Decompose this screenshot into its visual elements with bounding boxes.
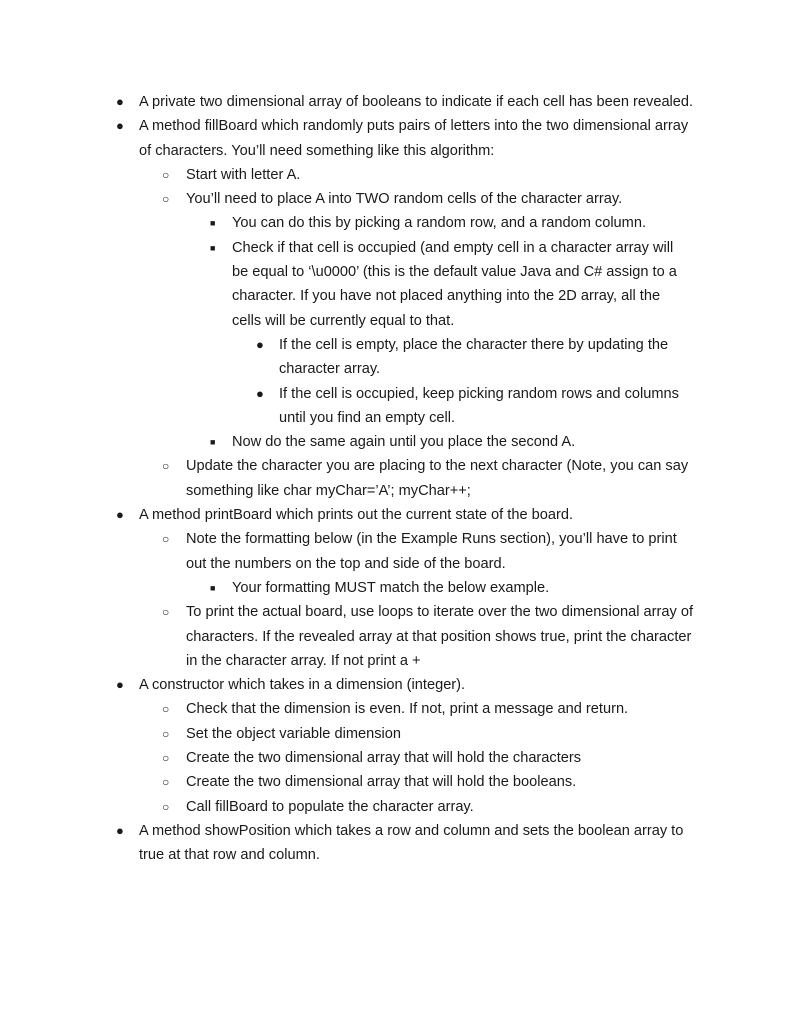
list-item-text: A method fillBoard which randomly puts pairs of letters into the two dimensional array of characters. You’ll need something like this algorithm: xyxy=(139,118,689,159)
list-item xyxy=(0,90,695,114)
list-item xyxy=(0,430,693,454)
bullet-square-icon: ■ xyxy=(210,218,216,229)
list-item xyxy=(0,163,695,187)
list-item-text: A constructor which takes in a dimension (integer). xyxy=(139,677,466,694)
bullet-square-icon: ■ xyxy=(210,437,216,448)
bullet-circle-icon: ○ xyxy=(162,775,170,790)
list-item-text: Check that the dimension is even. If not, print a message and return. xyxy=(186,701,629,718)
bullet-square-icon: ■ xyxy=(210,242,216,253)
bullet-circle-icon: ○ xyxy=(162,799,170,814)
list-item xyxy=(0,673,695,819)
sub-list xyxy=(186,576,695,600)
list-item xyxy=(0,697,695,721)
list-item-text: Check if that cell is occupied (and empty cell in a character array will be equal to ‘\u0000’ (this is the default value Java and C# assign to a character. If you have not placed anything into the 2D array, all the cells will be currently equal to that. xyxy=(232,239,677,329)
requirements-list xyxy=(0,90,791,868)
bullet-dot-icon: ● xyxy=(116,507,124,523)
list-item xyxy=(0,600,695,673)
list-item xyxy=(0,382,695,431)
list-item xyxy=(0,114,695,503)
list-item xyxy=(0,795,695,819)
bullet-circle-icon: ○ xyxy=(162,167,170,182)
bullet-circle-icon: ○ xyxy=(162,726,170,741)
bullet-circle-icon: ○ xyxy=(162,459,170,474)
list-item-text: You can do this by picking a random row, and a random column. xyxy=(232,215,647,232)
bullet-dot-icon: ● xyxy=(116,822,124,838)
list-item-text: Start with letter A. xyxy=(186,166,301,183)
list-item-text: If the cell is empty, place the character there by updating the character array. xyxy=(279,336,669,378)
list-item-text: Create the two dimensional array that will hold the characters xyxy=(186,750,582,767)
document-body xyxy=(0,90,791,868)
list-item xyxy=(0,236,693,430)
bullet-dot-icon: ● xyxy=(256,336,264,352)
list-item xyxy=(0,770,695,794)
sub-list xyxy=(186,211,695,454)
list-item-text: You’ll need to place A into TWO random cells of the character array. xyxy=(186,191,623,208)
bullet-dot-icon: ● xyxy=(116,94,124,109)
list-item-text: A method printBoard which prints out the current state of the board. xyxy=(139,507,574,524)
list-item xyxy=(0,527,695,600)
list-item xyxy=(0,333,695,382)
list-item-text: A private two dimensional array of booleans to indicate if each cell has been revealed. xyxy=(139,94,694,110)
list-item-text: Set the object variable dimension xyxy=(186,725,401,742)
list-item xyxy=(0,454,695,503)
list-item xyxy=(0,503,695,673)
bullet-circle-icon: ○ xyxy=(162,751,170,766)
bullet-circle-icon: ○ xyxy=(162,702,170,717)
list-item xyxy=(0,722,695,746)
list-item xyxy=(0,576,693,600)
bullet-circle-icon: ○ xyxy=(162,192,170,207)
list-item-text: Now do the same again until you place the second A. xyxy=(232,434,576,451)
sub-list xyxy=(232,333,693,430)
list-item xyxy=(0,746,695,770)
sub-list xyxy=(139,163,695,503)
list-item-text: Update the character you are placing to the next character (Note, you can say something like char myChar=’A’; myChar++; xyxy=(186,458,689,499)
bullet-dot-icon: ● xyxy=(116,677,124,693)
list-item xyxy=(0,211,693,235)
list-item-text: To print the actual board, use loops to iterate over the two dimensional array of characters. If the revealed array at that position shows true, print the character in the character array. If not print a + xyxy=(186,604,694,669)
list-item xyxy=(0,187,695,454)
sub-list xyxy=(139,697,695,818)
bullet-dot-icon: ● xyxy=(116,118,124,134)
bullet-dot-icon: ● xyxy=(256,385,264,401)
bullet-circle-icon: ○ xyxy=(162,605,170,620)
list-item-text: Create the two dimensional array that will hold the booleans. xyxy=(186,774,577,791)
sub-list xyxy=(139,527,695,673)
list-item-text: If the cell is occupied, keep picking random rows and columns until you find an empty cell. xyxy=(279,385,679,426)
bullet-circle-icon: ○ xyxy=(162,532,170,547)
bullet-square-icon: ■ xyxy=(210,582,216,593)
list-item-text: Note the formatting below (in the Example Runs section), you’ll have to print out the numbers on the top and side of the board. xyxy=(186,531,677,572)
list-item-text: Call fillBoard to populate the character array. xyxy=(186,798,474,815)
list-item-text: Your formatting MUST match the below example. xyxy=(232,579,550,596)
list-item-text: A method showPosition which takes a row and column and sets the boolean array to true at that row and column. xyxy=(139,822,684,864)
list-item xyxy=(0,819,695,868)
